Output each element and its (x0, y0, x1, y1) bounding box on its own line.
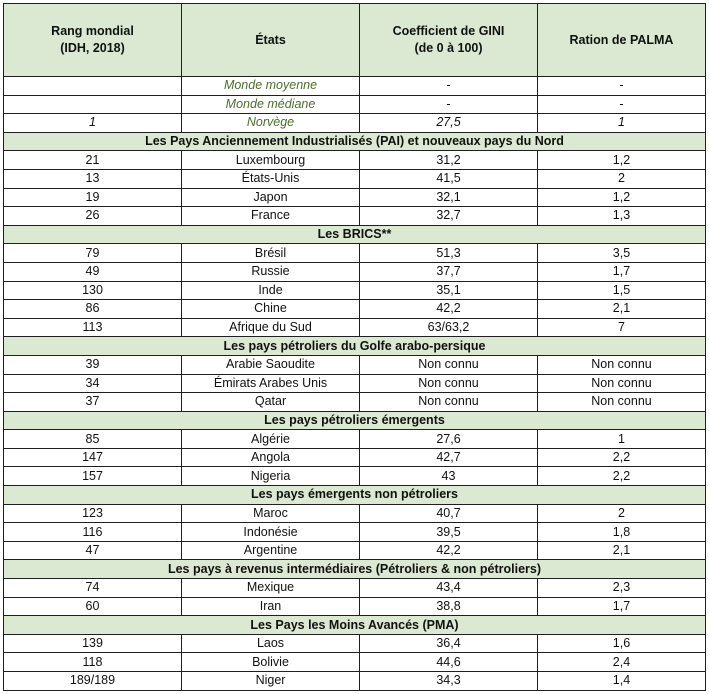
cell-state: Niger (182, 672, 360, 691)
cell-rank: 74 (4, 579, 182, 598)
cell-state: Laos (182, 634, 360, 653)
cell-palma: Non connu (538, 374, 706, 393)
cell-palma: 1,7 (538, 262, 706, 281)
table-row (4, 430, 706, 449)
section-title: Les Pays les Moins Avancés (PMA) (4, 616, 706, 635)
cell-gini: 38,8 (360, 597, 538, 616)
cell-state: Brésil (182, 244, 360, 263)
cell-rank: 60 (4, 597, 182, 616)
cell-state: Indonésie (182, 523, 360, 542)
cell-palma: 2,1 (538, 541, 706, 560)
table-row (4, 300, 706, 319)
table-row (4, 318, 706, 337)
cell-gini: 34,3 (360, 672, 538, 691)
section-header-gulf-oil (4, 337, 706, 356)
cell-rank: 1 (4, 114, 182, 133)
cell-palma: 3,5 (538, 244, 706, 263)
cell-palma: 2 (538, 169, 706, 188)
header-rank-line1: Rang mondial (51, 24, 134, 38)
cell-rank: 118 (4, 653, 182, 672)
cell-palma: 2,4 (538, 653, 706, 672)
section-header-brics (4, 225, 706, 244)
cell-state: États-Unis (182, 169, 360, 188)
section-header-least-developed (4, 616, 706, 635)
cell-state: Nigeria (182, 467, 360, 486)
cell-palma: 2,2 (538, 467, 706, 486)
cell-state: Qatar (182, 393, 360, 412)
cell-rank: 39 (4, 355, 182, 374)
cell-gini: 32,1 (360, 188, 538, 207)
cell-gini: 27,6 (360, 430, 538, 449)
cell-gini: 42,2 (360, 300, 538, 319)
section-header-middle-income (4, 560, 706, 579)
cell-palma: 1,4 (538, 672, 706, 691)
cell-gini: 51,3 (360, 244, 538, 263)
cell-palma: - (538, 95, 706, 114)
reference-row-world-median (4, 95, 706, 114)
cell-palma: 1,7 (538, 597, 706, 616)
cell-palma: 1,5 (538, 281, 706, 300)
cell-state: Japon (182, 188, 360, 207)
cell-rank: 37 (4, 393, 182, 412)
table-row (4, 188, 706, 207)
section-title: Les pays émergents non pétroliers (4, 486, 706, 505)
cell-state: Maroc (182, 504, 360, 523)
cell-palma: 1,8 (538, 523, 706, 542)
cell-state: Chine (182, 300, 360, 319)
cell-gini: 43,4 (360, 579, 538, 598)
section-title: Les pays pétroliers émergents (4, 411, 706, 430)
cell-gini: 36,4 (360, 634, 538, 653)
cell-rank: 123 (4, 504, 182, 523)
cell-palma: 1,3 (538, 207, 706, 226)
cell-rank: 130 (4, 281, 182, 300)
header-gini (360, 4, 538, 77)
cell-state: Mexique (182, 579, 360, 598)
cell-rank: 13 (4, 169, 182, 188)
section-header-emerging-oil (4, 411, 706, 430)
cell-state: Bolivie (182, 653, 360, 672)
table-row (4, 151, 706, 170)
table-row (4, 504, 706, 523)
cell-gini: 43 (360, 467, 538, 486)
table-row (4, 244, 706, 263)
cell-state: Algérie (182, 430, 360, 449)
cell-palma: Non connu (538, 393, 706, 412)
cell-rank: 85 (4, 430, 182, 449)
cell-state: Angola (182, 448, 360, 467)
table-row (4, 355, 706, 374)
table-row (4, 467, 706, 486)
cell-gini: 42,7 (360, 448, 538, 467)
cell-state: Norvège (182, 114, 360, 133)
cell-rank: 157 (4, 467, 182, 486)
cell-rank: 47 (4, 541, 182, 560)
cell-gini: Non connu (360, 393, 538, 412)
cell-palma: 2 (538, 504, 706, 523)
table-row (4, 634, 706, 653)
section-header-emerging-non-oil (4, 486, 706, 505)
cell-rank (4, 95, 182, 114)
cell-rank: 147 (4, 448, 182, 467)
cell-gini: - (360, 95, 538, 114)
cell-gini: 31,2 (360, 151, 538, 170)
table-row (4, 374, 706, 393)
cell-rank: 21 (4, 151, 182, 170)
table-row (4, 579, 706, 598)
cell-rank (4, 77, 182, 96)
cell-palma: Non connu (538, 355, 706, 374)
cell-rank: 49 (4, 262, 182, 281)
cell-palma: 2,2 (538, 448, 706, 467)
cell-rank: 116 (4, 523, 182, 542)
cell-state: Russie (182, 262, 360, 281)
cell-palma: - (538, 77, 706, 96)
header-rank (4, 4, 182, 77)
section-title: Les Pays Anciennement Industrialisés (PAI) et nouveaux pays du Nord (4, 132, 706, 151)
cell-gini: 40,7 (360, 504, 538, 523)
header-palma: Ration de PALMA (538, 4, 706, 77)
cell-gini: Non connu (360, 374, 538, 393)
header-gini-line2: (de 0 à 100) (414, 41, 483, 55)
table-row (4, 653, 706, 672)
table-row (4, 207, 706, 226)
section-title: Les pays pétroliers du Golfe arabo-persique (4, 337, 706, 356)
cell-gini: - (360, 77, 538, 96)
cell-palma: 7 (538, 318, 706, 337)
table-row (4, 169, 706, 188)
cell-rank: 34 (4, 374, 182, 393)
section-title: Les BRICS** (4, 225, 706, 244)
table-row (4, 672, 706, 691)
cell-gini: 41,5 (360, 169, 538, 188)
cell-gini: 35,1 (360, 281, 538, 300)
cell-palma: 1,2 (538, 151, 706, 170)
cell-rank: 189/189 (4, 672, 182, 691)
table-row (4, 262, 706, 281)
cell-gini: 42,2 (360, 541, 538, 560)
cell-rank: 19 (4, 188, 182, 207)
cell-gini: 63/63,2 (360, 318, 538, 337)
inequality-table (3, 3, 706, 691)
cell-rank: 79 (4, 244, 182, 263)
table-row (4, 393, 706, 412)
cell-state: Monde moyenne (182, 77, 360, 96)
table-row (4, 541, 706, 560)
section-header-pai (4, 132, 706, 151)
header-gini-line1: Coefficient de GINI (392, 24, 505, 38)
header-rank-line2: (IDH, 2018) (60, 41, 125, 55)
reference-row-norway (4, 114, 706, 133)
cell-palma: 2,1 (538, 300, 706, 319)
cell-rank: 26 (4, 207, 182, 226)
cell-state: Inde (182, 281, 360, 300)
cell-rank: 113 (4, 318, 182, 337)
cell-gini: 37,7 (360, 262, 538, 281)
header-state: États (182, 4, 360, 77)
cell-rank: 86 (4, 300, 182, 319)
cell-gini: 44,6 (360, 653, 538, 672)
cell-state: Argentine (182, 541, 360, 560)
cell-gini: Non connu (360, 355, 538, 374)
cell-state: Afrique du Sud (182, 318, 360, 337)
table-row (4, 448, 706, 467)
cell-palma: 1 (538, 430, 706, 449)
cell-palma: 1,2 (538, 188, 706, 207)
cell-palma: 1,6 (538, 634, 706, 653)
cell-state: France (182, 207, 360, 226)
section-title: Les pays à revenus intermédiaires (Pétroliers & non pétroliers) (4, 560, 706, 579)
cell-palma: 1 (538, 114, 706, 133)
cell-palma: 2,3 (538, 579, 706, 598)
cell-state: Luxembourg (182, 151, 360, 170)
cell-gini: 39,5 (360, 523, 538, 542)
cell-gini: 27,5 (360, 114, 538, 133)
cell-state: Émirats Arabes Unis (182, 374, 360, 393)
cell-state: Arabie Saoudite (182, 355, 360, 374)
table-row (4, 281, 706, 300)
cell-rank: 139 (4, 634, 182, 653)
table-header-row (4, 4, 706, 77)
table-row (4, 523, 706, 542)
cell-gini: 32,7 (360, 207, 538, 226)
table-row (4, 597, 706, 616)
cell-state: Monde médiane (182, 95, 360, 114)
cell-state: Iran (182, 597, 360, 616)
reference-row-world-mean (4, 77, 706, 96)
